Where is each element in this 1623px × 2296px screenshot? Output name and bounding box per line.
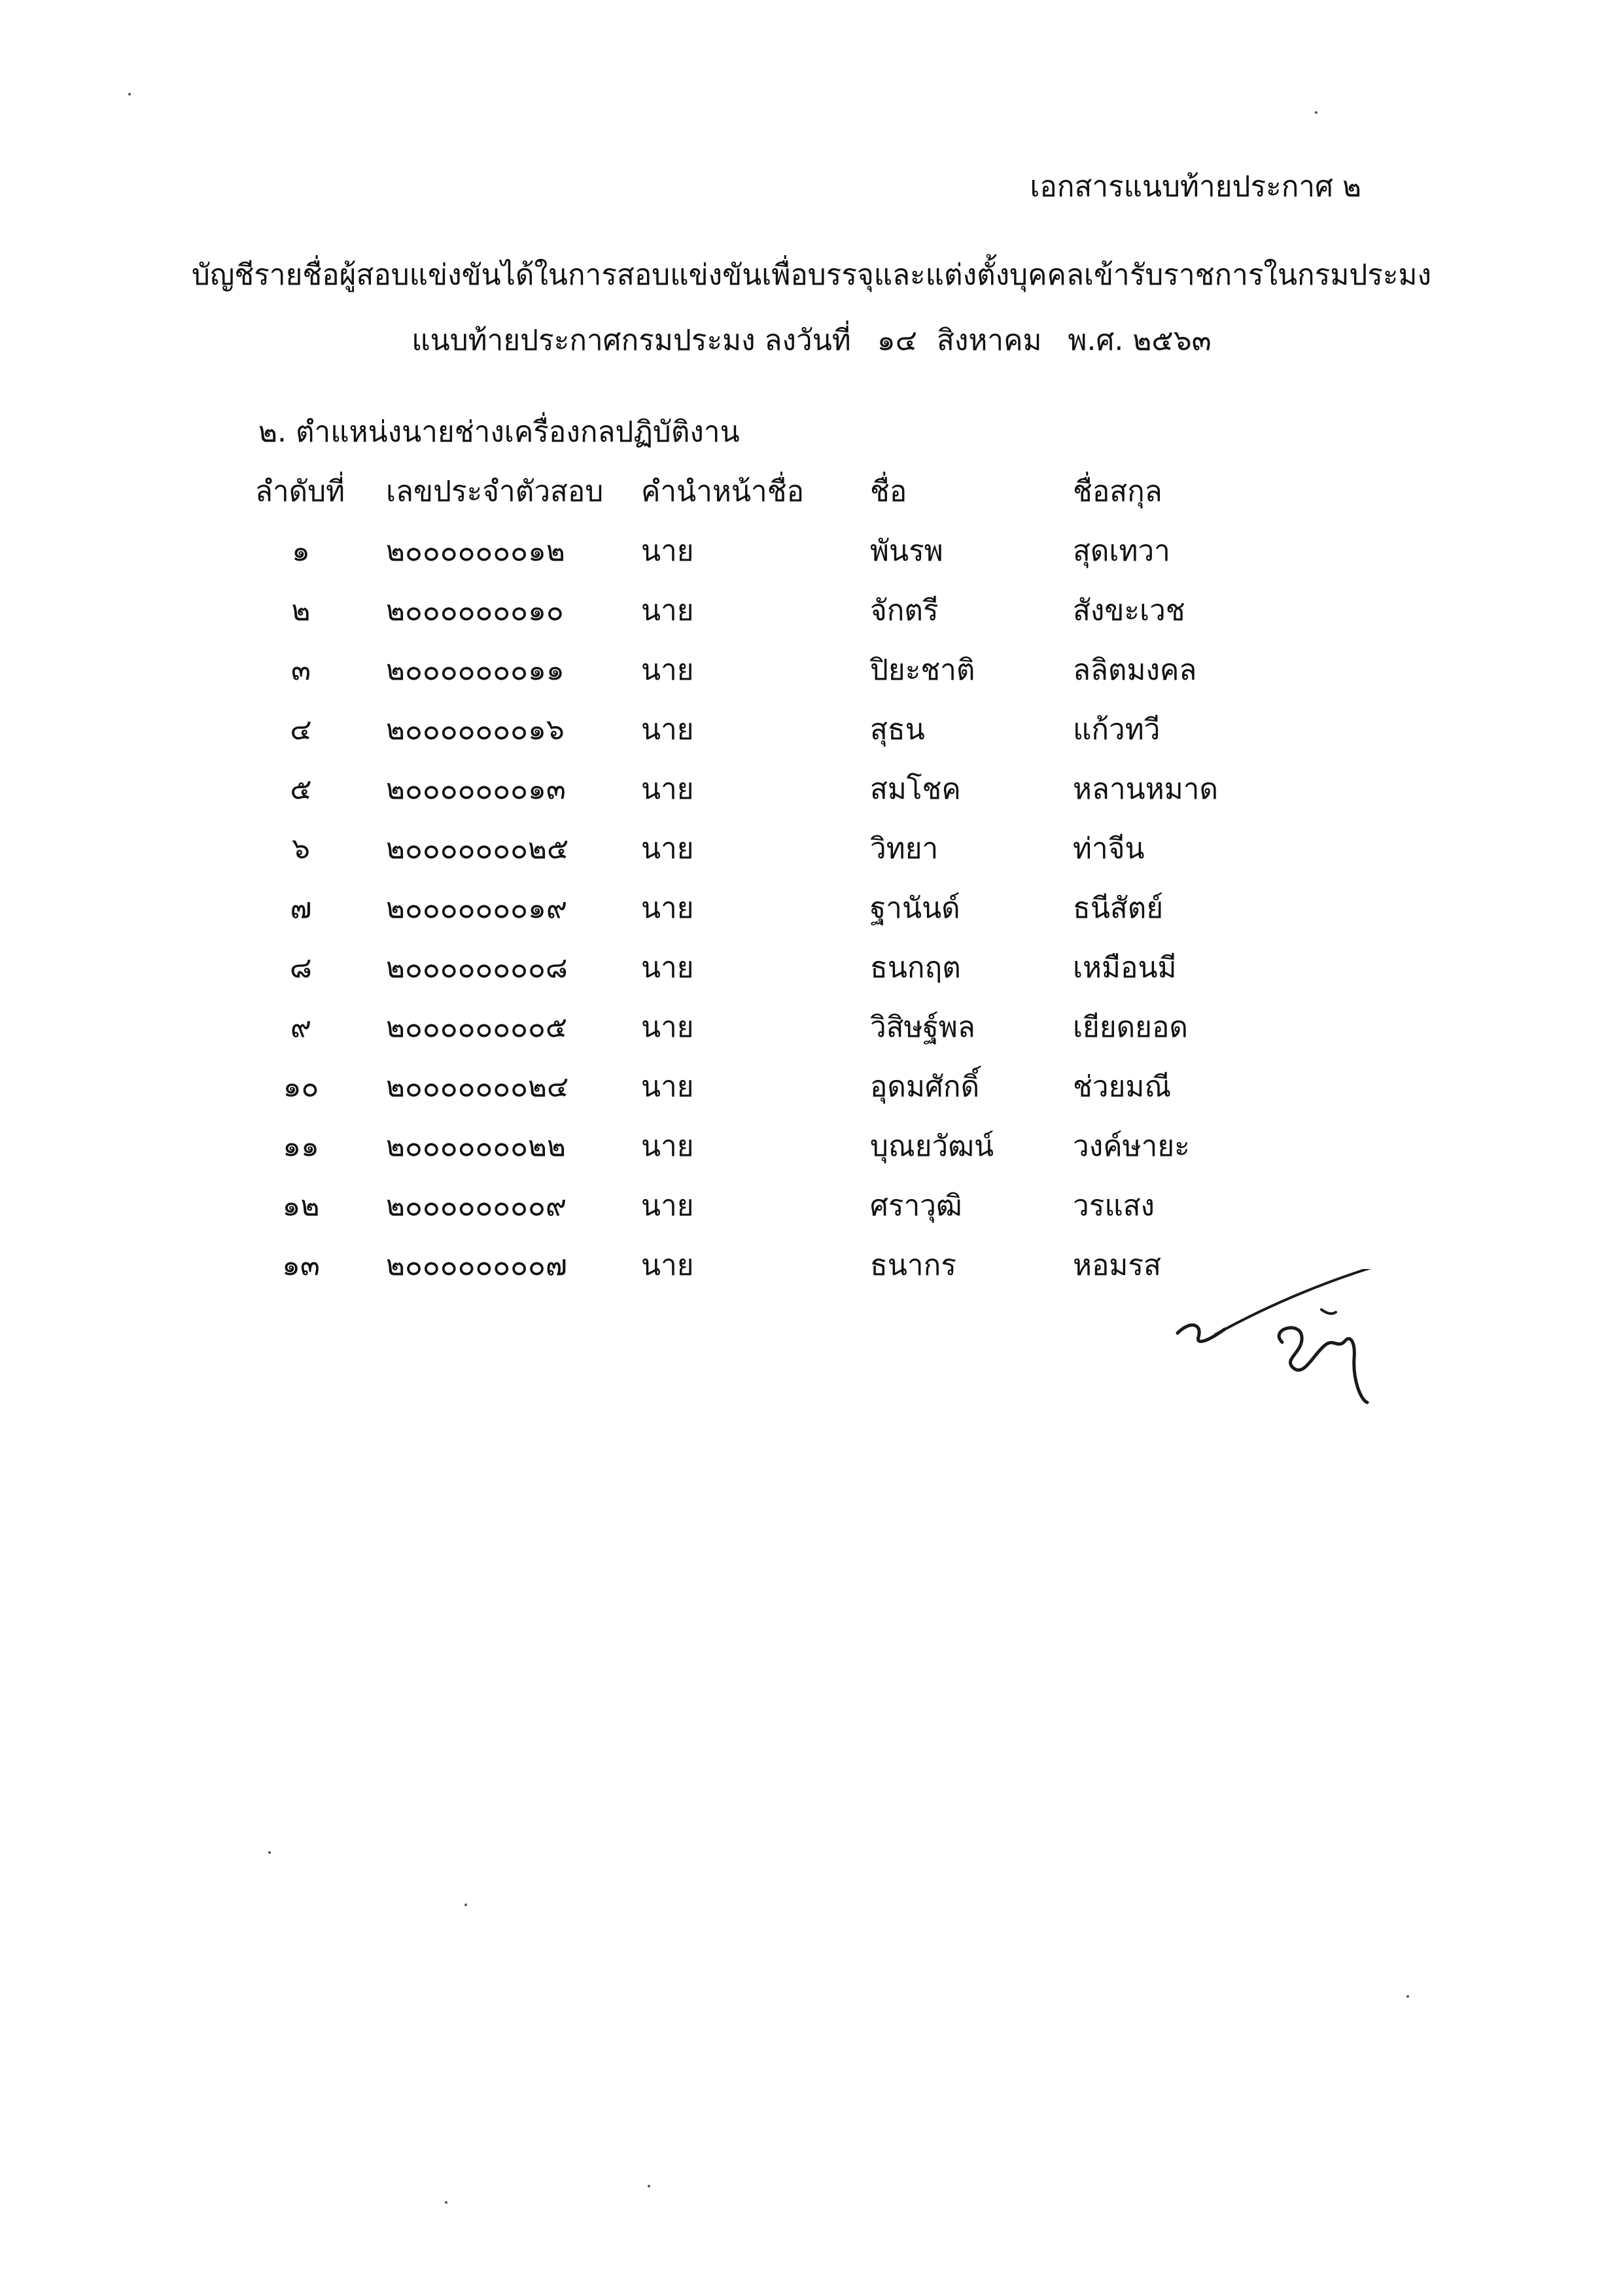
cell-exam-id: ๒๐๐๐๐๐๐๐๑๓ — [386, 772, 566, 806]
cell-exam-id: ๒๐๐๐๐๐๐๐๑๙ — [386, 891, 568, 925]
cell-prefix: นาย — [641, 891, 694, 925]
cell-last-name: ธนีสัตย์ — [1073, 891, 1164, 925]
subtitle-month: สิงหาคม — [937, 324, 1042, 357]
cell-first-name: ธนกฤต — [870, 950, 961, 984]
cell-prefix: นาย — [641, 1010, 694, 1044]
subtitle-year: พ.ศ. ๒๕๖๓ — [1068, 324, 1212, 357]
subtitle-prefix: แนบท้ายประกาศกรมประมง ลงวันที่ — [411, 324, 851, 357]
cell-prefix: นาย — [641, 772, 694, 806]
cell-first-name: ธนากร — [870, 1248, 956, 1282]
cell-first-name: วิทยา — [870, 831, 939, 865]
header-seq: ลำดับที่ — [255, 474, 345, 508]
cell-last-name: สังขะเวช — [1073, 593, 1185, 627]
cell-exam-id: ๒๐๐๐๐๐๐๐๒๒ — [386, 1129, 566, 1163]
cell-prefix: นาย — [641, 653, 694, 687]
cell-first-name: ฐานันด์ — [870, 891, 960, 925]
cell-seq: ๑๒ — [282, 1189, 320, 1223]
table-row — [249, 699, 1308, 759]
cell-exam-id: ๒๐๐๐๐๐๐๐๑๑ — [386, 653, 565, 687]
cell-first-name: ปิยะชาติ — [870, 653, 975, 687]
cell-exam-id: ๒๐๐๐๐๐๐๐๑๐ — [386, 593, 564, 627]
cell-prefix: นาย — [641, 950, 694, 984]
cell-seq: ๗ — [290, 891, 312, 925]
cell-last-name: เหมือนมี — [1073, 950, 1177, 984]
header-prefix: คำนำหน้าชื่อ — [641, 474, 805, 508]
cell-seq: ๙ — [290, 1010, 312, 1044]
cell-last-name: หอมรส — [1073, 1248, 1161, 1282]
cell-first-name: วิสิษฐ์พล — [870, 1010, 975, 1044]
table-row — [249, 521, 1308, 580]
cell-last-name: วงค์ษายะ — [1073, 1129, 1190, 1163]
cell-first-name: จักตรี — [870, 593, 939, 627]
cell-seq: ๖ — [292, 831, 310, 865]
cell-seq: ๓ — [290, 653, 311, 687]
cell-exam-id: ๒๐๐๐๐๐๐๐๑๒ — [386, 534, 565, 568]
attachment-label: เอกสารแนบท้ายประกาศ ๒ — [1030, 170, 1361, 203]
scan-speck — [1406, 1995, 1409, 1998]
cell-first-name: อุดมศักดิ์ — [870, 1070, 980, 1104]
cell-prefix: นาย — [641, 1070, 694, 1104]
table-row — [249, 640, 1308, 699]
cell-exam-id: ๒๐๐๐๐๐๐๐๐๗ — [386, 1248, 567, 1282]
scan-speck — [648, 2185, 650, 2187]
signature-icon — [1164, 1269, 1400, 1439]
scan-speck — [464, 1904, 467, 1906]
cell-prefix: นาย — [641, 712, 694, 746]
cell-seq: ๑๓ — [281, 1248, 320, 1282]
cell-last-name: แก้วทวี — [1073, 712, 1161, 746]
table-row — [249, 997, 1308, 1056]
cell-seq: ๕ — [290, 772, 312, 806]
scan-speck — [445, 2201, 447, 2204]
table-row — [249, 1116, 1308, 1175]
table-row — [249, 937, 1308, 997]
table-row — [249, 1235, 1308, 1295]
table-row — [249, 1175, 1308, 1235]
table-row — [249, 759, 1308, 818]
cell-first-name: พันรพ — [870, 534, 943, 568]
cell-first-name: สมโชค — [870, 772, 961, 806]
cell-last-name: เยียดยอด — [1073, 1010, 1188, 1044]
scan-speck — [128, 93, 131, 96]
table-header-row — [249, 461, 1308, 521]
cell-exam-id: ๒๐๐๐๐๐๐๐๒๕ — [386, 831, 569, 865]
cell-exam-id: ๒๐๐๐๐๐๐๐๐๕ — [386, 1010, 568, 1044]
cell-prefix: นาย — [641, 593, 694, 627]
cell-seq: ๑ — [292, 534, 310, 568]
header-exam-id: เลขประจำตัวสอบ — [386, 474, 604, 508]
candidate-table — [249, 461, 1308, 1295]
cell-first-name: บุณยวัฒน์ — [870, 1129, 994, 1163]
header-last-name: ชื่อสกุล — [1073, 474, 1162, 508]
cell-seq: ๔ — [290, 712, 312, 746]
cell-seq: ๘ — [290, 950, 312, 984]
cell-prefix: นาย — [641, 534, 694, 568]
scan-speck — [1315, 111, 1318, 114]
table-row — [249, 878, 1308, 937]
cell-prefix: นาย — [641, 1129, 694, 1163]
header-first-name: ชื่อ — [870, 474, 907, 508]
table-row — [249, 818, 1308, 878]
scan-speck — [268, 1851, 271, 1854]
cell-exam-id: ๒๐๐๐๐๐๐๐๐๙ — [386, 1189, 567, 1223]
subtitle-day: ๑๔ — [877, 324, 918, 357]
cell-seq: ๑๐ — [283, 1070, 319, 1104]
table-row — [249, 580, 1308, 640]
table-row — [249, 1056, 1308, 1116]
cell-last-name: ช่วยมณี — [1073, 1070, 1172, 1104]
cell-seq: ๒ — [291, 593, 311, 627]
table-body — [249, 521, 1308, 1295]
cell-last-name: หลานหมาด — [1073, 772, 1219, 806]
cell-prefix: นาย — [641, 1189, 694, 1223]
cell-prefix: นาย — [641, 831, 694, 865]
document-title: บัญชีรายชื่อผู้สอบแข่งขันได้ในการสอบแข่งขันเพื่อบรรจุและแต่งตั้งบุคคลเข้ารับราชการในกรมประมง — [191, 258, 1432, 292]
cell-last-name: ลลิตมงคล — [1073, 653, 1197, 687]
section-heading: ๒. ตำแหน่งนายช่างเครื่องกลปฏิบัติงาน — [258, 415, 740, 449]
cell-exam-id: ๒๐๐๐๐๐๐๐๐๘ — [386, 950, 568, 984]
cell-exam-id: ๒๐๐๐๐๐๐๐๑๖ — [386, 712, 565, 746]
cell-last-name: ท่าจีน — [1073, 831, 1145, 865]
cell-last-name: วรแสง — [1073, 1189, 1155, 1223]
cell-exam-id: ๒๐๐๐๐๐๐๐๒๔ — [386, 1070, 569, 1104]
cell-first-name: ศราวุฒิ — [870, 1189, 962, 1223]
cell-prefix: นาย — [641, 1248, 694, 1282]
cell-seq: ๑๑ — [283, 1129, 319, 1163]
cell-first-name: สุธน — [870, 712, 925, 746]
cell-last-name: สุดเทวา — [1073, 534, 1170, 568]
document-subtitle — [0, 317, 1623, 363]
